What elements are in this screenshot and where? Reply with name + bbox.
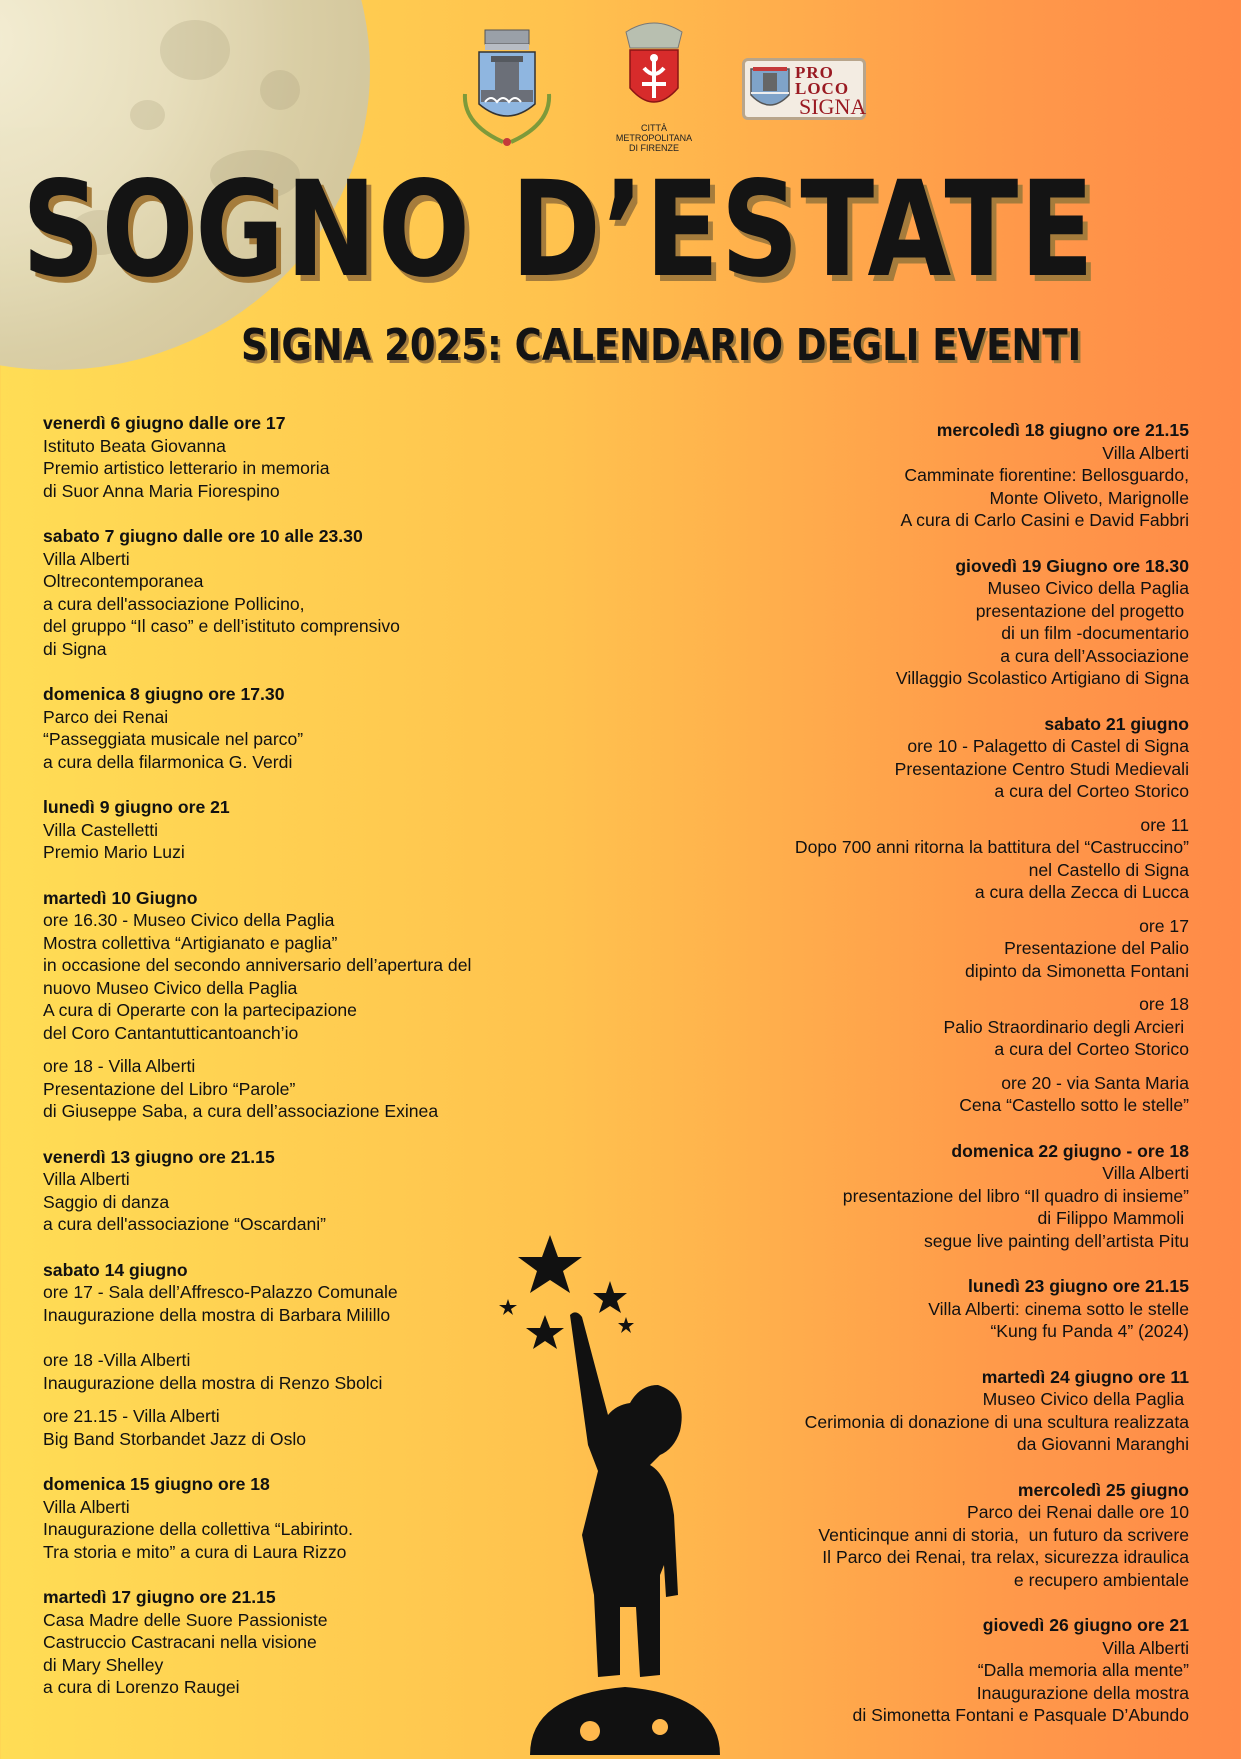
event-detail-line: di Suor Anna Maria Fiorespino (43, 480, 280, 501)
event-detail-line: a cura di Lorenzo Raugei (43, 1677, 240, 1697)
event-detail-line: presentazione del libro “Il quadro di insieme” (842, 1185, 1189, 1206)
event-detail-line: ore 21.15 - Villa Alberti (43, 1406, 220, 1426)
event-detail-line: Inaugurazione della mostra di Renzo Sbolci (43, 1372, 383, 1393)
star-icon (593, 1281, 627, 1313)
event-block (43, 1146, 603, 1236)
event-date: giovedì 19 Giugno ore 18.30 (955, 555, 1189, 576)
event-date: martedì 24 giugno ore 11 (981, 1366, 1189, 1387)
event-detail-line: ore 18 - Villa Alberti (43, 1056, 196, 1076)
event-detail-line: Dopo 700 anni ritorna la battitura del “Castruccino” (794, 837, 1189, 857)
event-detail-line: Venticinque anni di storia, un futuro da scrivere (818, 1524, 1189, 1545)
event-block (549, 713, 1189, 1117)
citta-metropolitana-logo (604, 18, 704, 153)
event-detail-line: a cura dell'associazione Pollicino, (43, 593, 305, 614)
event-block (549, 555, 1189, 690)
event-block (43, 683, 603, 773)
event-block (43, 796, 603, 864)
event-detail-line: in occasione del secondo anniversario dell’apertura del (43, 955, 472, 975)
proloco-text-pro: PRO (795, 63, 834, 82)
event-date: martedì 10 Giugno (43, 887, 198, 908)
event-detail-line: Villa Alberti (43, 1169, 130, 1189)
event-date: domenica 22 giugno - ore 18 (951, 1140, 1189, 1161)
event-detail-line: Premio artistico letterario in memoria (43, 458, 330, 478)
event-detail-line: Camminate fiorentine: Bellosguardo, (904, 465, 1189, 485)
event-detail-line: Presentazione Centro Studi Medievali (894, 758, 1189, 779)
event-detail-line: Istituto Beata Giovanna (43, 435, 226, 456)
event-detail-line: Villa Alberti (43, 1496, 130, 1517)
boy-reaching-stars-illustration (490, 1235, 760, 1755)
event-date: venerdì 6 giugno dalle ore 17 (43, 413, 286, 433)
event-detail-line: nel Castello di Signa (1028, 859, 1189, 880)
event-detail-line: del Coro Cantantutticantoanch’io (43, 1022, 299, 1043)
event-detail-line: dipinto da Simonetta Fontani (965, 960, 1189, 981)
logo-bar (0, 18, 1241, 153)
event-detail-line: di Simonetta Fontani e Pasquale D’Abundo (852, 1705, 1189, 1725)
metro-caption-line-1: CITTÀ METROPOLITANA (615, 123, 693, 143)
event-detail-line: ore 20 - via Santa Maria (1001, 1072, 1189, 1093)
page-title: SOGNO D’ESTATE (22, 153, 1096, 307)
event-detail-line: “Kung fu Panda 4” (2024) (990, 1321, 1189, 1341)
event-detail-line: a cura della filarmonica G. Verdi (43, 751, 293, 772)
event-detail-line: di Filippo Mammoli (1037, 1208, 1189, 1228)
event-detail-line: di un film -documentario (1001, 623, 1189, 643)
event-date: sabato 7 giugno dalle ore 10 alle 23.30 (43, 526, 363, 546)
event-block (43, 412, 603, 502)
star-icon (526, 1315, 564, 1349)
event-detail-line: Casa Madre delle Suore Passioniste (43, 1609, 328, 1630)
event-detail-line: ore 18 (1139, 994, 1189, 1014)
event-detail-line: Premio Mario Luzi (43, 842, 185, 862)
event-detail-line: a cura dell'associazione “Oscardani” (43, 1214, 327, 1234)
star-icon (618, 1317, 634, 1333)
event-detail-line: Cena “Castello sotto le stelle” (959, 1095, 1189, 1115)
event-detail-line: Museo Civico della Paglia (987, 578, 1189, 598)
event-date: sabato 14 giugno (43, 1259, 188, 1280)
event-detail-line: Il Parco dei Renai, tra relax, sicurezza idraulica (822, 1547, 1189, 1567)
event-date: lunedì 23 giugno ore 21.15 (968, 1276, 1189, 1296)
proloco-text-signa: SIGNA (799, 94, 867, 119)
event-detail-line: Villa Alberti (43, 548, 130, 569)
event-detail-line: Parco dei Renai (43, 706, 169, 727)
event-block (43, 525, 603, 660)
event-detail-line: Villa Alberti (1102, 1163, 1189, 1183)
event-date: giovedì 26 giugno ore 21 (982, 1615, 1189, 1635)
event-date: lunedì 9 giugno ore 21 (43, 797, 230, 817)
event-detail-line: nuovo Museo Civico della Paglia (43, 977, 298, 998)
event-detail-line: Presentazione del Palio (1004, 938, 1189, 958)
event-detail-line: A cura di Carlo Casini e David Fabbri (900, 510, 1189, 530)
event-detail-line: “Dalla memoria alla mente” (977, 1660, 1189, 1680)
star-icon (499, 1299, 517, 1315)
metro-caption-line-2: DI FIRENZE (628, 143, 679, 153)
event-detail-line: A cura di Operarte con la partecipazione (43, 1000, 357, 1020)
event-detail-line: di Giuseppe Saba, a cura dell’associazione Exinea (43, 1101, 439, 1121)
event-detail-line: ore 16.30 - Museo Civico della Paglia (43, 910, 335, 930)
event-detail-line: Saggio di danza (43, 1191, 170, 1212)
event-detail-line: Mostra collettiva “Artigianato e paglia” (43, 932, 338, 953)
event-detail-line: e recupero ambientale (1013, 1569, 1189, 1590)
event-detail-line: Tra storia e mito” a cura di Laura Rizzo (43, 1541, 347, 1562)
event-date: domenica 15 giugno ore 18 (43, 1474, 270, 1494)
event-detail-line: Inaugurazione della mostra di Barbara Milillo (43, 1304, 391, 1325)
signa-coat-of-arms-logo (455, 24, 559, 154)
event-detail-line: del gruppo “Il caso” e dell’istituto comprensivo (43, 616, 400, 636)
event-detail-line: a cura del Corteo Storico (994, 781, 1189, 801)
proloco-text-loco: LOCO (795, 79, 850, 98)
event-detail-line: ore 17 (1139, 915, 1189, 936)
event-detail-line: Villa Castelletti (43, 819, 159, 840)
event-detail-line: Oltrecontemporanea (43, 571, 204, 591)
event-date: martedì 17 giugno ore 21.15 (43, 1587, 276, 1607)
proloco-signa-logo (742, 58, 866, 120)
event-date: venerdì 13 giugno ore 21.15 (43, 1146, 275, 1167)
event-detail-line: segue live painting dell’artista Pitu (923, 1230, 1189, 1251)
event-detail-line: Villa Alberti (1102, 442, 1189, 463)
event-detail-line: Monte Oliveto, Marignolle (989, 487, 1189, 508)
event-detail-line: a cura del Corteo Storico (994, 1039, 1189, 1059)
event-detail-line: di Signa (43, 638, 107, 659)
event-detail-line: Inaugurazione della collettiva “Labirinto. (43, 1519, 354, 1539)
event-detail-line: Castruccio Castracani nella visione (43, 1632, 317, 1652)
event-block (549, 419, 1189, 532)
event-detail-line: Parco dei Renai dalle ore 10 (966, 1502, 1189, 1522)
event-detail-line: da Giovanni Maranghi (1016, 1434, 1189, 1454)
event-detail-line: ore 10 - Palagetto di Castel di Signa (907, 736, 1189, 756)
event-detail-line: di Mary Shelley (43, 1654, 164, 1675)
event-detail-line: ore 17 - Sala dell’Affresco-Palazzo Comunale (43, 1282, 398, 1302)
event-detail-line: Cerimonia di donazione di una scultura realizzata (804, 1411, 1189, 1432)
event-detail-line: a cura dell’Associazione (1000, 645, 1189, 666)
event-detail-line: a cura della Zecca di Lucca (974, 882, 1189, 902)
event-detail-line: Villaggio Scolastico Artigiano di Signa (895, 668, 1189, 688)
event-detail-line: ore 11 (1140, 814, 1189, 835)
event-detail-line: Inaugurazione della mostra (976, 1682, 1189, 1703)
event-date: domenica 8 giugno ore 17.30 (43, 684, 285, 704)
event-detail-line: ore 18 -Villa Alberti (43, 1350, 191, 1370)
event-date: mercoledì 18 giugno ore 21.15 (936, 420, 1189, 440)
event-date: mercoledì 25 giugno (1017, 1479, 1189, 1500)
event-detail-line: presentazione del progetto (975, 600, 1189, 621)
event-detail-line: Big Band Storbandet Jazz di Oslo (43, 1428, 307, 1449)
event-detail-line: Villa Alberti: cinema sotto le stelle (928, 1298, 1189, 1319)
event-block (43, 887, 603, 1123)
event-detail-line: Presentazione del Libro “Parole” (43, 1078, 296, 1099)
event-detail-line: Palio Straordinario degli Arcieri (943, 1016, 1189, 1037)
event-detail-line: Museo Civico della Paglia (982, 1389, 1189, 1409)
page-subtitle: SIGNA 2025: CALENDARIO DEGLI EVENTI (241, 320, 1082, 371)
star-icon (518, 1235, 582, 1293)
event-detail-line: “Passeggiata musicale nel parco” (43, 729, 304, 749)
event-date: sabato 21 giugno (1044, 713, 1189, 734)
event-detail-line: Villa Alberti (1102, 1637, 1189, 1658)
